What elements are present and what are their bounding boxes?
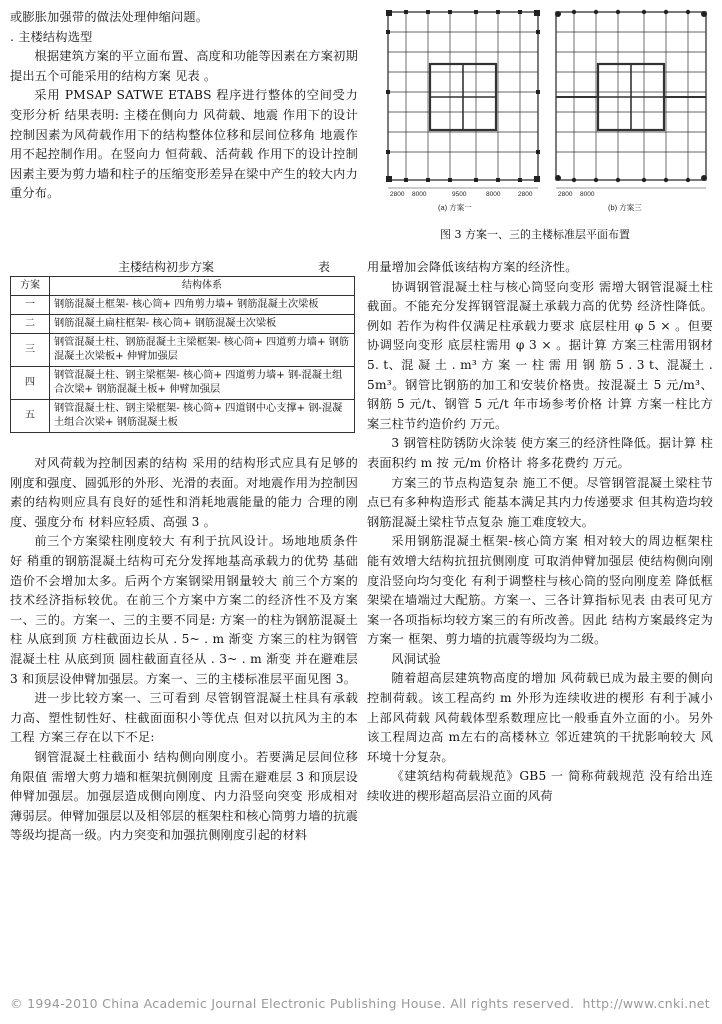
paragraph: 钢管混凝土柱截面小 结构侧向刚度小。若要满足层间位移角限值 需增大剪力墙和框架抗侧刚度 且需在避难层 3 和顶层设伸臂加强层。加强层造成侧向刚度、内力沿竖向突变 形成相对薄弱层。伸臂加强层以及相邻层的框架柱和核心筒剪力墙的抗震等级均提高一级。内力突变和加强抗侧刚度引起的材料 [10,749,358,843]
left-column-top [10,8,358,204]
scheme-desc: 钢管混凝土柱、钢筋混凝土主梁框架- 核心筒+ 四道剪力墙+ 钢筋混凝土次梁板+ 伸臂加强层 [50,334,355,367]
dim-label: 2800 [390,191,405,198]
table-row [11,296,355,315]
table-row [11,367,355,400]
scheme-desc: 钢筋混凝土框架- 核心筒+ 四角剪力墙+ 钢筋混凝土次梁板 [50,296,355,315]
table-row [11,334,355,367]
table-row [11,400,355,433]
floor-plan-b [555,10,707,188]
dim-label: 2800 [558,191,573,198]
left-column-bottom [10,454,358,846]
footer-url[interactable]: http://www.cnki.net [582,996,710,1011]
dim-label: 2800 [518,191,533,198]
scheme-id: 五 [11,400,50,433]
subfig-a-label: (a) 方案一 [438,203,472,212]
copyright-text: © 1994-2010 China Academic Journal Electronic Publishing House. All rights reserved. [10,996,575,1011]
paragraph: 方案三的节点构造复杂 施工不便。尽管钢管混凝土梁柱节点已有多种构造形式 能基本满足其内力传递要求 但其构造均较钢筋混凝土梁柱节点复杂 施工难度较大。 [367,475,713,529]
paragraph: 随着超高层建筑物高度的增加 风荷载已成为最主要的侧向控制荷载。该工程高约 m 外形为连续收进的楔形 有利于减小上部风荷载 风荷载体型系数理应比一般垂直外立面的小。另外 该工程周边高 m左右的高楼林立 邻近建筑的干扰影响较大 风环境十分复杂。 [367,671,713,764]
floor-plan-a [386,10,540,188]
scheme-id: 四 [11,367,50,400]
table-title: 主楼结构初步方案 [118,260,215,274]
paragraph: 3 钢管柱防锈防火涂装 使方案三的经济性降低。据计算 柱表面积约 m 按 元/m 价格计 将多花费约 万元。 [367,436,713,470]
scheme-desc: 钢筋混凝土扁柱框架- 核心筒+ 钢筋混凝土次梁板 [50,315,355,334]
paragraph: 前三个方案梁柱刚度较大 有利于抗风设计。场地地质条件好 稍重的钢筋混凝土结构可充分发挥地基高承载力的优势 基础造价不会增加太多。后两个方案钢梁用钢量较大 前三个方案的技术经济指标较优。在前三个方案中方案二的经济性不及方案一、三的。方案一、三的主要不同是: 方案一的柱为钢筋混凝土柱 从底到顶 方柱截面边长从 . 5~ . m 渐变 方案三的柱为钢管混凝土柱 从底到顶 圆柱截面直径从 . 3~ . m 渐变 并在避难层 3 和顶层设伸臂加强层。方案一、三的主楼标准层平面见图 3。 [10,534,358,686]
paragraph: 采用 PMSAP SATWE ETABS 程序进行整体的空间受力变形分析 结果表明: 主楼在侧向力 风荷载、地震 作用下的设计控制因素为风荷载作用下的结构整体位移和层间位移角 地震作用不起控制作用。在竖向力 恒荷载、活荷载 作用下的设计控制因素主要为剪力墙和柱子的压缩变形差异在梁中产生的较大内力重分布。 [10,88,358,201]
table-header: 方案 [11,277,50,296]
scheme-desc: 钢管混凝土柱、钢主梁框架- 核心筒+ 四道钢中心支撑+ 钢-混凝土组合次梁+ 钢筋混凝土板 [50,400,355,433]
copyright-footer [10,996,710,1011]
table-row [11,315,355,334]
dim-label: 9500 [452,191,467,198]
dim-label: 8000 [486,191,501,198]
paragraph: 协调钢管混凝土柱与核心筒竖向变形 需增大钢管混凝土柱截面。不能充分发挥钢管混凝土承载力高的优势 经济性降低。例如 若作为构件仅满足柱承载力要求 底层柱用 φ 5 × 。但要协调竖向变形 底层柱需用 φ 3 × 。据计算 方案三柱需用钢材 5. t、混 凝 土 . m³ 方 案 一 柱 需 用 钢 筋 5 . 3 t、混凝土 . 5m³。钢管比钢筋的加工和安装价格贵。按混凝土 5 元/m³、钢筋 5 元/t、钢管 5 元/t 年市场参考价格 计算 方案一柱比方案三柱节约造价约 万元。 [367,279,713,431]
structure-scheme-table [10,276,355,433]
paragraph: 进一步比较方案一、三可看到 尽管钢管混凝土柱具有承载力高、塑性韧性好、柱截面面积小等优点 但对以抗风为主的本工程 方案三存在以下不足: [10,691,358,745]
table-header: 结构体系 [50,277,355,296]
text-line: 或膨胀加强带的做法处理伸缩问题。 [10,10,209,24]
paragraph: 采用钢筋混凝土框架-核心筒方案 相对较大的周边框架柱 能有效增大结构抗扭抗侧刚度 可取消伸臂加强层 使结构侧向刚度沿竖向均匀变化 有利于调整柱与核心筒的竖向刚度差 降低框架梁在墙端过大配筋。方案一、三各计算指标见表 由表可见方案一各项指标均较方案三的有所改善。因此 结构方案最终定为方案一 框架、剪力墙的抗震等级均为二级。 [367,534,713,647]
floor-plan-figure [368,4,714,218]
table-label: 表 [318,260,331,274]
scheme-desc: 钢管混凝土柱、钢主梁框架- 核心筒+ 四道剪力墙+ 钢-混凝土组合次梁+ 钢筋混凝土板+ 伸臂加强层 [50,367,355,400]
section-heading: 风洞试验 [391,651,441,666]
paragraph: 用量增加会降低该结构方案的经济性。 [367,260,578,274]
paragraph: 对风荷载为控制因素的结构 采用的结构形式应具有足够的刚度和强度、圆弧形的外形、光滑的表面。对地震作用为控制因素的结构则应具有良好的延性和消耗地震能量的能力 合理的刚度、强度分布 材料应轻质、高强 3 。 [10,456,358,529]
scheme-id: 三 [11,334,50,367]
subfig-b-label: (b) 方案三 [608,203,642,212]
scheme-id: 一 [11,296,50,315]
dim-label: 8000 [412,191,427,198]
scheme-id: 二 [11,315,50,334]
dim-label: 8000 [580,191,595,198]
figure-caption: 图 3 方案一、三的主楼标准层平面布置 [440,228,630,241]
paragraph: 《建筑结构荷载规范》GB5 一 简称荷载规范 没有给出连续收进的楔形超高层沿立面的风荷 [367,769,713,804]
right-column [367,258,713,807]
section-heading: . 主楼结构选型 [10,29,93,44]
paragraph: 根据建筑方案的平立面布置、高度和功能等因素在方案初期提出五个可能采用的结构方案 见表 。 [10,49,358,83]
